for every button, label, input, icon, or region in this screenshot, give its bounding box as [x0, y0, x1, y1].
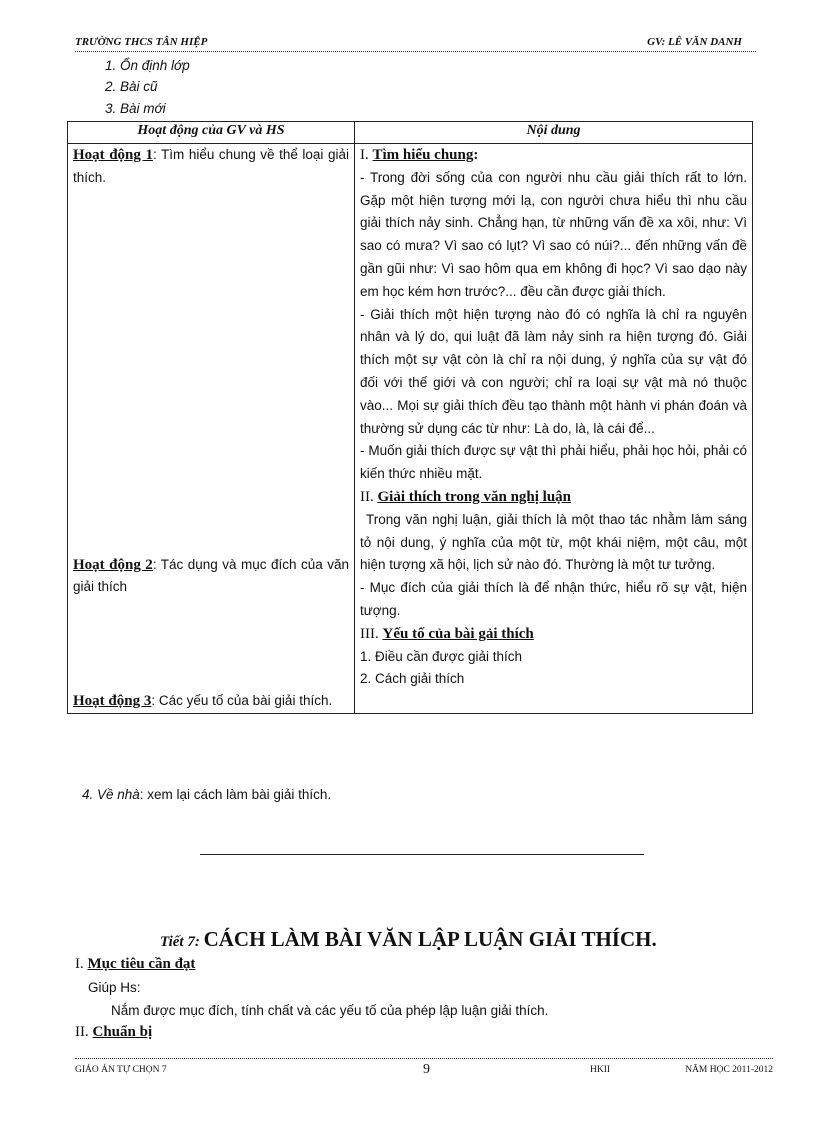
- step-3: 3. Bài mới: [105, 101, 166, 116]
- activity-1-label: Hoạt động 1: [73, 147, 153, 163]
- activity-2-label: Hoạt động 2: [73, 556, 153, 573]
- section-1-para-2: - Giải thích một hiện tượng nào đó có nghĩa là chỉ ra nguyên nhân và lý do, qui luật đã làm nảy sinh ra hiện tượng đó. Giải thích một sự vật còn là chỉ ra nội dung, ý nghĩa của sự vật đó đối với thế giới và con người; chỉ ra loại sự vật mà nó thuộc vào... Mọi sự giải thích đều tạo thành một hành vi phán đoán và thường sử dụng các từ như: Là do, là, là cái để...: [360, 306, 747, 436]
- activity-3-text: : Các yếu tố của bài giải thích.: [151, 693, 333, 709]
- activity-3: [73, 690, 349, 713]
- section-1-heading: I. Tìm hiểu chung:: [360, 147, 479, 163]
- activity-1: [73, 144, 349, 190]
- school-name: TRƯỜNG THCS TÂN HIỆP: [75, 36, 208, 48]
- section-2-para-2: - Mục đích của giải thích là để nhận thức, hiểu rõ sự vật, hiện tượng.: [360, 580, 747, 618]
- objectives-text: Nắm được mục đích, tính chất và các yếu tố của phép lập luận giải thích.: [111, 1003, 549, 1018]
- lesson-table: [67, 121, 753, 714]
- section-2-para-1: Trong văn nghị luận, giải thích là một thao tác nhằm làm sáng tỏ nội dung, ý nghĩa của một từ, một khái niệm, một câu, một hiện tượng xã hội, lịch sử nào đó. Thường là một tư tưởng.: [360, 511, 747, 573]
- divider: [200, 854, 644, 855]
- section-1-para-3: - Muốn giải thích được sự vật thì phải hiểu, phải học hỏi, phải có kiến thức nhiều mặt.: [360, 443, 747, 482]
- activity-1-text: : Tìm hiểu chung về thể loại giải thích.: [73, 147, 349, 185]
- page-footer: [75, 1058, 773, 1077]
- col-header-content: Nội dung: [355, 122, 753, 144]
- homework: 4. Về nhà: xem lại cách làm bài giải thích.: [82, 787, 332, 802]
- activity-3-label: Hoạt động 3: [73, 693, 152, 710]
- section-1-para-1: - Trong đời sống của con người nhu cầu giải thích rất to lớn. Gặp một hiện tượng mới lạ, con người chưa hiểu thì nhu cầu giải thích nảy sinh. Chẳng hạn, từ những vấn đề xa xôi, như: Vì sao có mưa? Vì sao có lụt? Vì sao có núi?... đến những vấn đề gần gũi như: Vì sao hôm qua em không đi học? Vì sao dạo này em học kém hơn trước?... đều cần được giải thích.: [360, 169, 747, 299]
- content-cell: [355, 144, 753, 714]
- activity-cell: [68, 144, 355, 714]
- step-1: 1. Ổn định lớp: [105, 58, 190, 73]
- teacher-name: GV: LÊ VĂN DANH: [647, 36, 742, 48]
- objectives-help: Giúp Hs:: [88, 980, 141, 995]
- section-2-heading: II. Giải thích trong văn nghị luận: [360, 488, 572, 505]
- section-3-item-2: 2. Cách giải thích: [360, 671, 465, 687]
- activity-2-text: : Tác dụng và mục đích của văn giải thích: [73, 556, 350, 595]
- footer-year: NĂM HỌC 2011-2012: [685, 1065, 773, 1075]
- section-3-heading: III. Yếu tố của bài gải thích: [360, 625, 534, 642]
- footer-term: HKII: [590, 1065, 611, 1075]
- footer-left: GIÁO ÁN TỰ CHỌN 7: [75, 1065, 167, 1075]
- page-number: 9: [423, 1062, 430, 1077]
- objectives-heading: I. Mục tiêu cần đạt: [75, 956, 196, 972]
- page-header: [75, 35, 756, 52]
- activity-2: [73, 554, 349, 600]
- lesson-title: Tiết 7: CÁCH LÀM BÀI VĂN LẬP LUẬN GIẢI THÍCH.: [160, 927, 657, 951]
- step-2: 2. Bài cũ: [105, 79, 158, 94]
- col-header-activity: Hoạt động của GV và HS: [68, 122, 355, 144]
- prep-heading: II. Chuẩn bị: [75, 1024, 153, 1040]
- section-3-item-1: 1. Điều cần được giải thích: [360, 648, 522, 664]
